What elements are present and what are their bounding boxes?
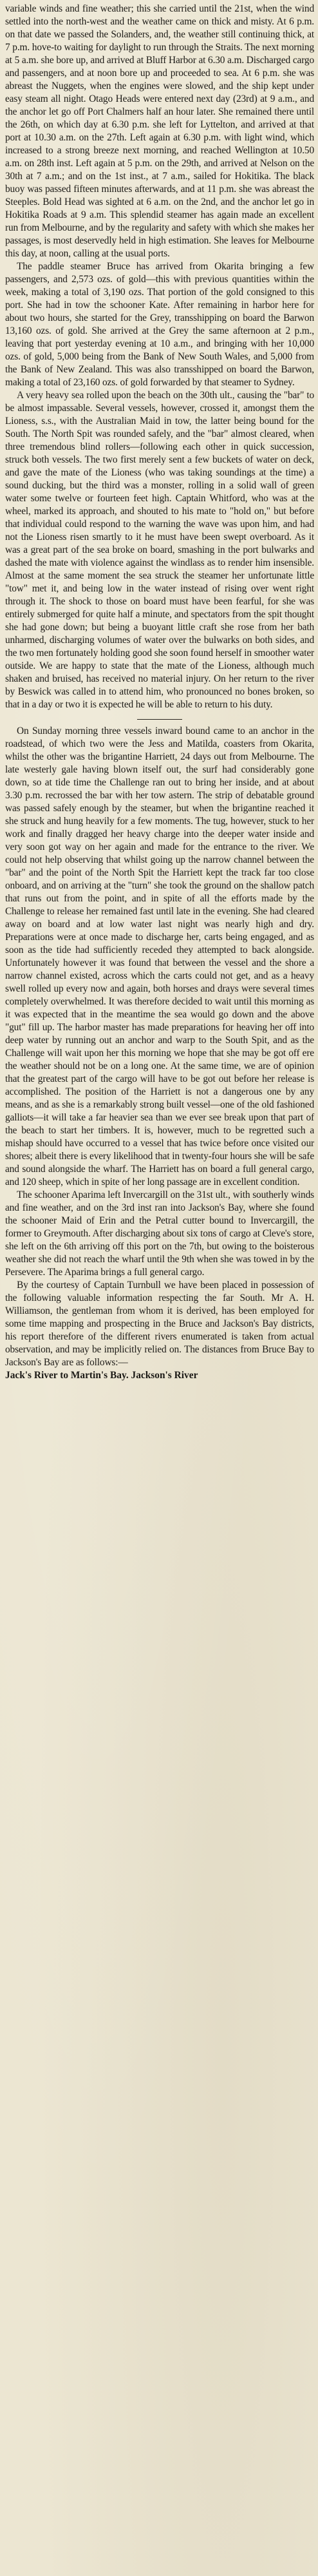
article-paragraph: By the courtesy of Captain Turnbull we have been placed in possession of the following valuable information respecting the far South. Mr A. H. Williamson, the gentleman from whom it is derived, has been employed for some time mapping and prospecting in the Bruce and Jackson's Bay districts, his report therefore of the different rivers enumerated is taken from actual observation, and may be implicitly relied on. The distances from Bruce Bay to Jackson's Bay are as follows:—: [5, 1280, 314, 1368]
article-paragraph: A very heavy sea rolled upon the beach on the 30th ult., causing the "bar" to be almost impassable. Several vessels, however, crossed it, amongst them the Lioness, s.s., with the Australian Maid in tow, the latter being bound for the South. The North Spit was rounded safely, and the "bar" almost cleared, when three tremendous blind rollers—following each other in quick succession, struck both vessels. The two first merely sent a few buckets of water on deck, and gave the mate of the Lioness (who was taking soundings at the time) a sound ducking, but the third was a monster, rolling in a solid wall of green water some twelve or fourteen feet high. Captain Whitford, who was at the wheel, marked its approach, and shouted to his mate to "hold on," but before that individual could respond to the warning the wave was upon him, and had not the Lioness risen smartly to it he must have been swept overboard. As it was a great part of the sea broke on board, smashing in the port bulwarks and dashed the mate with violence against the windlass as to render him insensible. Almost at the same moment the sea struck the steamer her unfortunate little "tow" met it, and being low in the water instead of rising over went right through it. The shock to those on board must have been fearful, for she was entirely submerged for quite half a minute, and spectators from the spit thought she had gone down; but being a buoyant little craft she rose from her bath unharmed, discharging volumes of water over the bulwarks on both sides, and the two men fortunately holding good she soon found herself in smoother water outside. We are happy to state that the mate of the Lioness, although much shaken and bruised, has received no material injury. On her return to the river by Beswick was called in to attend him, who pronounced no bones broken, so that in a day or two it is expected he will be able to return to his duty.: [5, 390, 314, 710]
article-paragraph: variable winds and fine weather; this she carried until the 21st, when the wind settled into the north-west and the weather came on thick and misty. At 6 p.m. on that date we passed the Solanders, and, the weather still continuing thick, at 7 p.m. hove-to waiting for daylight to run through the Straits. The next morning at 5 a.m. she bore up, and arrived at Bluff Harbor at 6.30 a.m. Discharged cargo and passengers, and at noon bore up and proceeded to sea. At 6 p.m. she was abreast the Nuggets, when the engines were slowed, and the ship kept under easy steam all night. Otago Heads were entered next day (23rd) at 9 a.m., and the anchor let go off Port Chalmers half an hour later. She remained there until the 26th, on which day at 6.30 p.m. she left for Lyttelton, and arrived at that port at 10.30 a.m. on the 27th. Left again at 6.30 p.m. with light wind, which increased to a strong breeze next morning, and reached Wellington at 10.50 a.m. on 28th inst. Left again at 5 p.m. on the 29th, and arrived at Nelson on the 30th at 7 a.m.; and on the 1st inst., at 7 a.m., sailed for Hokitika. The black buoy was passed fifteen minutes afterwards, and at 11 p.m. she was abreast the Steeples. Bold Head was sighted at 6 a.m. on the 2nd, and the anchor let go in Hokitika Roads at 9 a.m. This splendid steamer has again made an excellent run from Melbourne, and by the regularity and safety with which she makes her passages, is most deservedly held in high estimation. She leaves for Melbourne this day, at noon, calling at the usual ports.: [5, 3, 314, 259]
article-paragraph: The schooner Aparima left Invercargill on the 31st ult., with southerly winds and fine weather, and on the 3rd inst ran into Jackson's Bay, where she found the schooner Maid of Erin and the Petral cutter bound to Invercargill, the former to Greymouth. After discharging about six tons of cargo at Cleve's store, she left on the 6th arriving off this port on the 7th, but owing to the boisterous weather she did not reach the wharf until the 9th when she was towed in by the Persevere. The Aparima brings a full general cargo.: [5, 1189, 314, 1278]
section-separator-rule: [137, 719, 182, 720]
route-heading: Jack's River to Martin's Bay. Jackson's River: [5, 1370, 198, 1381]
article-paragraph: On Sunday morning three vessels inward bound came to an anchor in the roadstead, of which two were the Jess and Matilda, coasters from Okarita, whilst the other was the brigantine Harriett, 24 days out from Melbourne. The late westerly gale having blown itself out, the surf had considerably gone down, so at tide time the Challenge ran out to bring her inside, and at about 3.30 p.m. recrossed the bar with her tow astern. The strip of debatable ground was passed safely enough by the steamer, but when the brigantine reached it she struck and hung heavily for a few moments. The tug, however, stuck to her work and finally dragged her heavy charge into the deeper water inside and very soon got way on her again and made for the entrance to the river. We could not help observing that whilst going up the narrow channel between the "bar" and the point of the North Spit the Harriett kept the track far too close onboard, and on arriving at the "turn" she took the ground on the shallow patch that runs out from the point, and in spite of all the efforts made by the Challenge to release her remained fast until late in the evening. She had cleared away on board and at low water last night was nearly high and dry. Preparations were at once made to discharge her, carts being engaged, and as soon as the tide had sufficiently receded they attempted to back alongside. Unfortunately however it was found that between the vessel and the shore a narrow channel existed, across which the carts could not get, and as a heavy swell rolled up every now and again, both horses and drays were several times completely overwhelmed. It was therefore decided to wait until this morning as it was expected that in the meantime the sea would go down and the above "gut" fill up. The harbor master has made preparations for heaving her off into deep water by running out an anchor and warp to the South Spit, and as the Challenge will wait upon her this morning we hope that she may be got off ere the weather should not be on a long one. At the same time, we are of opinion that the greatest part of the cargo will have to be got out before her release is accomplished. The position of the Harriett is not a dangerous one by any means, and as she is a remarkably strong built vessel—one of the old fashioned galliots—it will take a far heavier sea than we ever see break upon that part of the beach to start her timbers. It is, however, much to be regretted such a mishap should have occurred to a vessel that has twice before once visited our shores; albeit there is every likelihood that in twenty-four hours she will be safe and sound alongside the wharf. The Harriett has on board a full general cargo, and 120 sheep, which in spite of her long passage are in excellent condition.: [5, 726, 314, 1187]
article-paragraph: The paddle steamer Bruce has arrived from Okarita bringing a few passengers, and 2,573 ozs. of gold—this with previous quantities within the week, making a total of 3,190 ozs. That portion of the gold consigned to this port. She had in tow the schooner Kate. After remaining in harbor here for about two hours, she started for the Grey, transshipping on board the Barwon 13,160 ozs. of gold. She arrived at the Grey the same afternoon at 2 p.m., leaving that port yesterday evening at 10 a.m., and bringing with her 10,000 ozs. of gold, 5,000 being from the Bank of New South Wales, and 5,000 from the Bank of New Zealand. This was also transshipped on board the Barwon, making a total of 23,160 ozs. of gold forwarded by that steamer to Sydney.: [5, 261, 314, 388]
